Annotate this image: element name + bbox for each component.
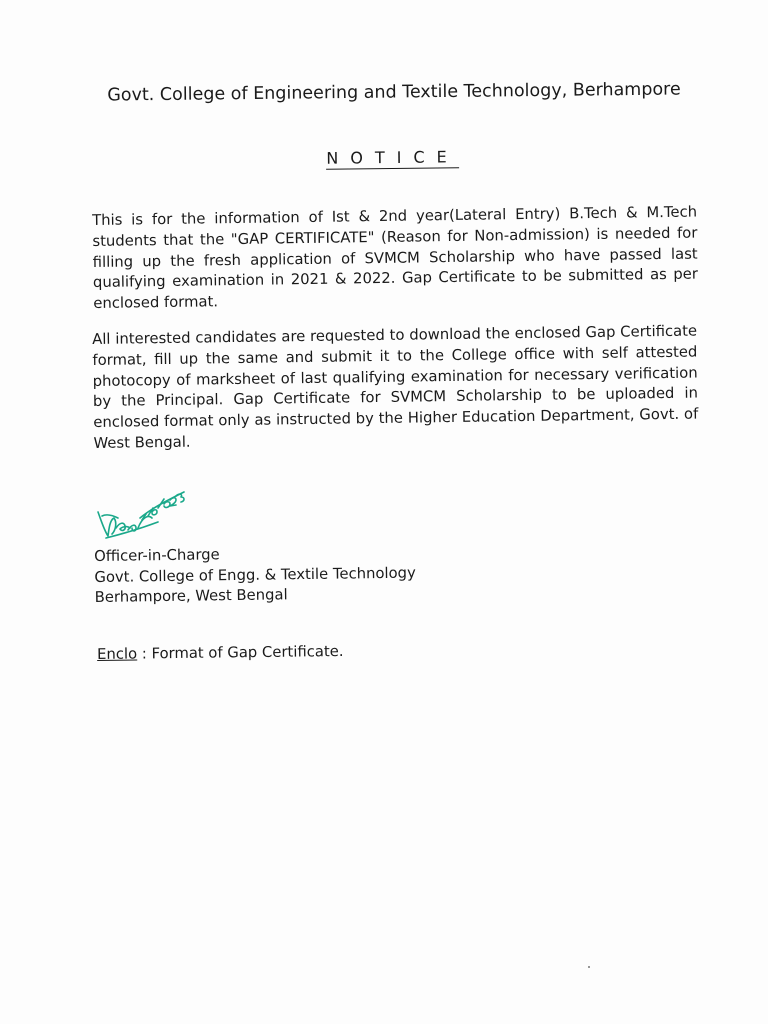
enclosure-text: Format of Gap Certificate.	[151, 642, 344, 663]
signatory-designation: Officer-in-Charge	[94, 546, 220, 565]
enclosure-label: Enclo	[97, 645, 138, 663]
signatory-location: Berhampore, West Bengal	[94, 586, 288, 606]
enclosure-line	[97, 643, 344, 663]
notice-title-text: NOTICE	[326, 147, 459, 168]
handwritten-signature	[92, 488, 192, 548]
notice-paragraph-1: This is for the information of Ist & 2nd year(Lateral Entry) B.Tech & M.Tech students that the "GAP CERTIFICATE" (Reason for Non-admission) is needed for filling up the fresh application of SVMCM Scholarship who have passed last qualifying examination in 2021 & 2022. Gap Certificate to be submitted as per enclosed format.	[92, 203, 699, 313]
enclosure-separator: :	[137, 645, 152, 663]
signatory-office: Govt. College of Engg. & Textile Technology	[94, 564, 416, 586]
institution-heading: Govt. College of Engineering and Textile Technology, Berhampore	[107, 79, 681, 106]
notice-title	[0, 144, 768, 171]
notice-paragraph-2: All interested candidates are requested to download the enclosed Gap Certificate format, fill up the same and submit it to the College office with self attested photocopy of marksheet of last qualifying examination for necessary verification by the Principal. Gap Certificate for SVMCM Scholarship to be uploaded in enclosed format only as instructed by the Higher Education Department, Govt. of West Bengal.	[92, 322, 699, 452]
signatory-block	[94, 543, 416, 609]
scan-speck	[588, 966, 590, 968]
